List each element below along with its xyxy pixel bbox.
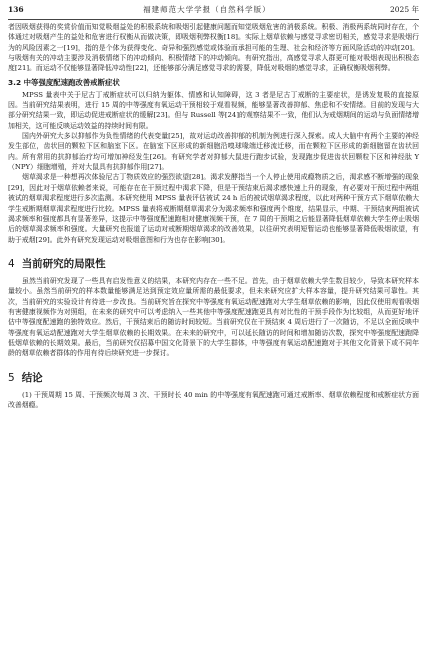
paragraph: MPSS 量表中关于尼古丁戒断症状可以归纳为躯体、情感和认知障碍，这 3 者是尼古丁戒断的主要症状，是诱发复吸的直接原因。当前研究结果表明，进行 15 周的中等强度有氧运动干预相较于观看视频，能够显著改善抑郁、焦虑和不安情绪。目前的发现与大部分研究结果一致，即运动促进戒断症状的缓解[23]。但与 Russell 等[24]的观察结果不一致，他们认为戒烟期间的运动与负面情绪增加相关，这可能反映运动效益的持续时间有限。 (8, 90, 419, 130)
paragraph: 国内外研究大多以抑郁作为负性情绪的代表变量[25]，故对运动改善抑郁的机制为例进行深入探索。成人大脑中有两个主要的神经发生部位，齿状回的颗粒下区和脑室下区。在脑室下区形成的新细胞沿嗅球喙端迁移流迁移，而在颗粒下区形成的新细胞留在齿状回内。所有常用的抗抑郁治疗均可增加神经发生[26]。有研究学者对抑郁大鼠进行跑步试验，发现跑步促进齿状回颗粒下区和神经肽 Y（NPY）细胞增殖，并对大鼠具有抗抑郁作用[27]。 (8, 132, 419, 172)
section-heading-limitations (8, 256, 419, 271)
paragraph: 烟草渴求是一种想再次体验尼古丁物质效应的强烈欲望[28]。渴求发酵指当一个人停止使用成瘾物质之后，渴求感不断增强的现象[29]，因此对于烟草依赖者来说，可能存在在干预过程中渴求下降，但是干预结束后渴求感快速上升的现象，有必要对干预过程中两组被试的烟草渴求程度进行多次监测。本研究使用 MPSS 量表评估被试 24 h 后的被试烟草渴求程度，以此对两种干预方式下烟草依赖大学生戒断期烟草渴求程度进行比较。MPSS 量表将戒断期烟草渴求分为渴求频率和强度两个维度，结果显示，中期、干预结束两组被试渴求频率和强度都具有显著差异，这提示中等强度配速跑相对健康视频干预，在 7 周的干预期之后能显著降低烟草依赖大学生停止吸烟后的烟草渴求频率和强度。大量研究也报道了运动对戒断期烟草渴求的改善效果，以往研究表明短暂运动也能够显著降低吸烟欲望，有助于戒烟[29]。此外有研究发现运动对吸烟意图和行为也存在影响[30]。 (8, 173, 419, 244)
subsection-heading: 3.2 中等强度配速跑改善戒断症状 (8, 77, 120, 87)
page-header (8, 0, 419, 20)
paragraph: (1) 干预周期 15 周、干预频次每周 3 次、干预时长 40 min 的中等强度有氧配速跑可通过戒断率、烟草依赖程度和戒断症状方面改善烟瘾。 (8, 390, 419, 409)
paragraph: 者因吸烟获得的奖赏价值而知觉吸烟益处的积极系统和吸烟引起健康问题而知觉吸烟危害的消极系统。积极、消极两系统同时存在，个体通过对吸烟产生的益处和危害进行权衡从而做决策，即吸烟利弊权衡[18]。实际上烟草依赖与感觉寻求密切相关，感觉寻求是吸烟行为的风险因素之一[19]，指的是个体为获得变化、奇异和强烈感觉或体验而承担可能的生理、社会和经济等方面风险活动的冲动[20]。与吸烟有关的冲动主要涉及消极情绪下的冲动倾向、积极情绪下的冲动倾向。有研究指出，高感觉寻求人群更可能对吸烟表现出积极态度[21]。而运动不仅能够显著降低冲动性[22]，还能够部分满足感觉寻求的需要，降低对吸烟的感觉寻求，正确权衡吸烟利弊。 (8, 23, 419, 73)
section-heading-conclusion (8, 370, 419, 385)
journal-title: 福建师范大学学报（自然科学版） (143, 5, 271, 14)
section-number: 5 (8, 371, 15, 384)
article-body (8, 22, 419, 663)
section-number: 4 (8, 257, 15, 270)
section-title: 当前研究的局限性 (21, 257, 106, 270)
paragraph: 虽然当前研究发现了一些具有启发性意义的结果，本研究内存在一些不足。首先，由于烟草依赖大学生数目较少，导致本研究样本量较小。虽然当前研究的样本数量能够满足达到预定效应量所需的最低要求，但未来研究应扩大样本容量，提升研究结果可靠性。其次，当前研究的实验设计有待进一步改良。当前研究旨在探究中等强度有氧运动配速跑对大学生烟草依赖的影响，因此仅使用观看吸烟有害健康视频作为对照组，在未来的研究中可以考虑纳入一些其他中等强度配速跑更具有对比性的干预手段作为比较组，从而更好地评估中等强度配速跑的独特效应。然后，干预结束后的随访时间较短。当前研究仅在干预结束 4 周后进行了一次随访，不足以全面反映中等强度有氧运动配速跑对大学生烟草依赖的长期效果。在未来的研究中，可以延长随访的时间和增加随访次数，探究中等强度配速跑降低烟草依赖的长期效果。最后，当前研究仅招募中国文化背景下的大学生群体，中等强度有氧运动配速跑对于其他文化背景下或不同年龄的烟草依赖者群体的作用有待后续研究进一步探讨。 (8, 276, 419, 358)
page-number: 136 (8, 5, 24, 14)
journal-year: 2025 年 (390, 5, 419, 14)
section-title: 结论 (21, 371, 43, 384)
